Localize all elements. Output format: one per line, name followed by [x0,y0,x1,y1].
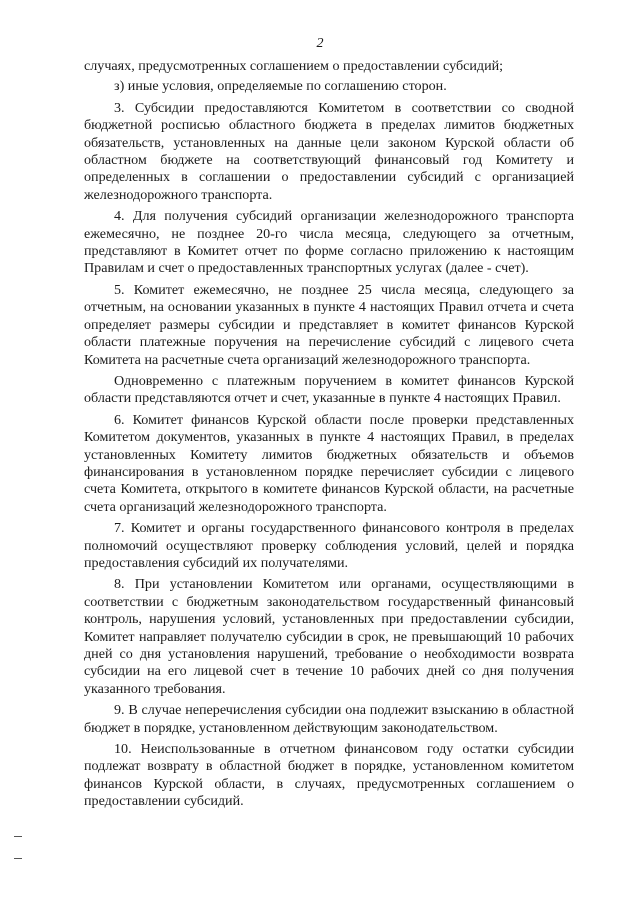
paragraph-9: 9. В случае неперечисления субсидии она подлежит взысканию в областной бюджет в порядке, установленном действующим законодательством. [84,702,574,736]
paragraph-item-z: з) иные условия, определяемые по соглашению сторон. [114,78,447,95]
paragraph-4: 4. Для получения субсидий организации железнодорожного транспорта ежемесячно, не позднее 20-го числа месяца, следующего за отчетным, представляют в Комитет отчет по форме согласно приложению к настоящим Правилам и счет о предоставленных транспортных услугах (далее - счет). [84,208,574,277]
paragraph-7: 7. Комитет и органы государственного финансового контроля в пределах полномочий осуществляют проверку соблюдения условий, целей и порядка предоставления субсидий их получателями. [84,520,574,571]
paragraph-3: 3. Субсидии предоставляются Комитетом в соответствии со сводной бюджетной росписью областного бюджета в пределах лимитов бюджетных обязательств, установленных на данные цели законом Курской области об областном бюджете на соответствующий финансовый год Комитету и определенных в соглашении о предоставлении субсидий с организацией железнодорожного транспорта. [84,99,574,203]
paragraph-5-continued: Одновременно с платежным поручением в комитет финансов Курской области представляются отчет и счет, указанные в пункте 4 настоящих Правил. [84,372,574,407]
paragraph-8: 8. При установлении Комитетом или органами, осуществляющими в соответствии с бюджетным законодательством государственный финансовый контроль, нарушения условий, установленных при предоставлении субсидии, Комитет направляет получателю субсидии в срок, не превышающий 10 рабочих дней со дня установления нарушений, требование о необходимости возврата субсидии на его лицевой счет в течение 10 рабочих дней со дня получения указанного требования. [84,576,574,697]
paragraph-6: 6. Комитет финансов Курской области после проверки представленных Комитетом документов, указанных в пункте 4 настоящих Правил, в пределах установленных Комитету лимитов бюджетных обязательств и объемов финансирования в установленном порядке перечисляет субсидии с лицевого счета Комитета, открытого в комитете финансов Курской области, на расчетные счета организаций железнодорожного транспорта. [84,411,574,515]
paragraph-5: 5. Комитет ежемесячно, не позднее 25 числа месяца, следующего за отчетным, на основании указанных в пункте 4 настоящих Правил отчета и счета определяет размеры субсидии и представляет в комитет финансов Курской области платежные поручения на перечисление субсидий с лицевого счета Комитета на расчетные счета организаций железнодорожного транспорта. [84,281,574,368]
margin-scan-mark [14,858,22,859]
paragraph-10: 10. Неиспользованные в отчетном финансовом году остатки субсидии подлежат возврату в областной бюджет в порядке, установленном комитетом финансов Курской области, в случаях, предусмотренных соглашением о предоставлении субсидий. [84,741,574,810]
paragraph-continuation: случаях, предусмотренных соглашением о предоставлении субсидий; [84,58,504,74]
document-body [84,58,574,814]
margin-scan-mark [14,836,22,837]
page-number: 2 [316,36,324,51]
